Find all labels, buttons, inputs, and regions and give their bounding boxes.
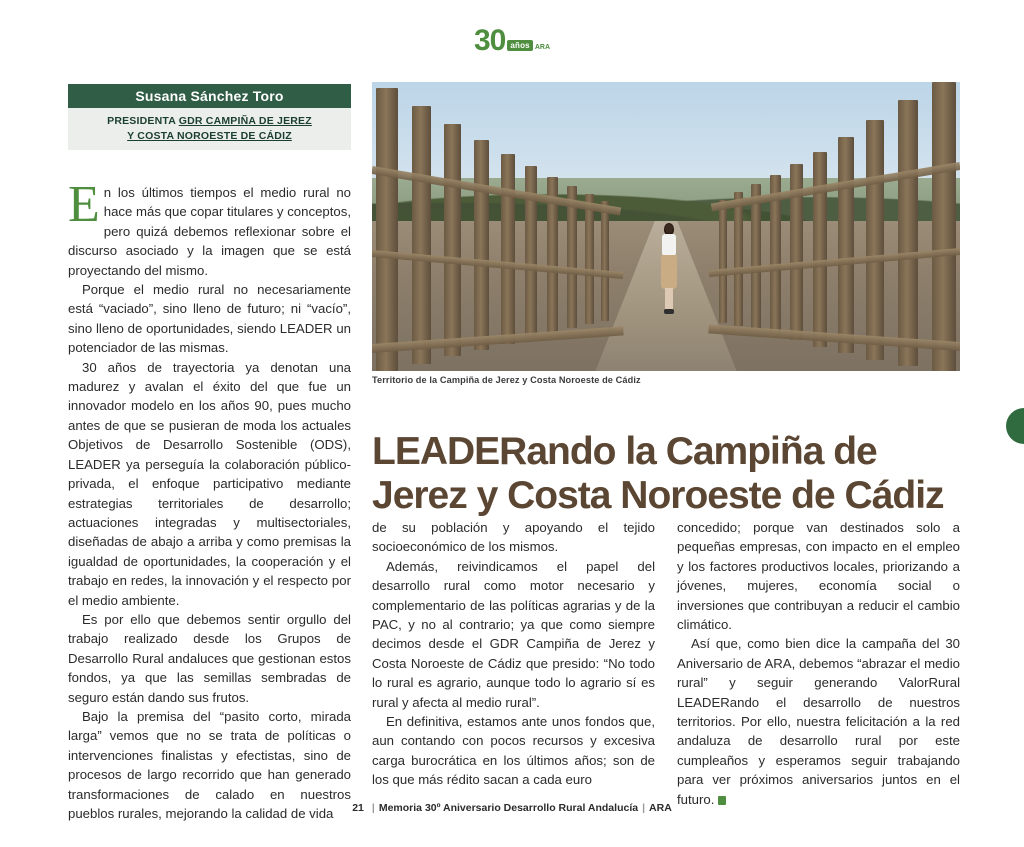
logo-badge: años xyxy=(507,40,532,51)
author-role-line1: GDR CAMPIÑA DE JEREZ xyxy=(178,115,312,127)
author-role xyxy=(68,108,351,150)
drop-cap: E xyxy=(68,176,100,233)
paragraph-7: Además, reivindicamos el papel del desarrollo rural como motor necesario y complementario de las políticas agrarias y de la PAC, y no al contrario; ya que como siempre decimos desde el GDR Campiña de Jerez y Costa Noroeste de Cádiz que presido: “No todo lo rural es agrario, aunque todo lo agrario sí es rural y afecta al medio rural”. xyxy=(372,558,655,710)
photo-right-railing xyxy=(707,82,960,371)
paragraph-8: En definitiva, estamos ante unos fondos que, aun contando con pocos recursos y excesiva carga burocrática en los últimos años; son de los que más rédito sacan a cada euro xyxy=(372,714,655,788)
article-headline: LEADERando la Campiña de Jerez y Costa Noroeste de Cádiz xyxy=(372,430,944,518)
paragraph-1-text: n los últimos tiempos el medio rural no hace más que copar titulares y conceptos, pero quizá debemos reflexionar sobre el discurso asociado y la imagen que se está proyectando del mismo. xyxy=(68,185,351,278)
footer-separator-2: | xyxy=(642,802,646,814)
paragraph-6: de su población y apoyando el tejido socioeconómico de los mismos. xyxy=(372,520,655,555)
paragraph-2: Porque el medio rural no necesariamente está “vaciado”, sino lleno de futuro; ni “vacío”, sino lleno de oportunidades, siendo LEADER un potenciador de las mismas. xyxy=(68,282,351,356)
logo-number: 30 xyxy=(473,24,506,57)
paragraph-1 xyxy=(68,176,351,280)
photo-person xyxy=(656,224,682,319)
photo-caption: Territorio de la Campiña de Jerez y Costa Noroeste de Cádiz xyxy=(372,375,641,385)
anniversary-logo xyxy=(0,24,1024,62)
article-middle-column xyxy=(372,518,655,790)
article-right-column xyxy=(677,518,960,809)
paragraph-10 xyxy=(677,634,960,809)
page-edge-tab xyxy=(1006,408,1024,444)
page-footer xyxy=(0,802,1024,814)
article-left-column xyxy=(68,176,351,823)
paragraph-5: Bajo la premisa del “pasito corto, mirada larga” vemos que no se trata de políticas o intervenciones finalistas y efectistas, sino de procesos de largo recorrido que han generado transformaciones de calado en nuestros pueblos rurales, mejorando la calidad de vida xyxy=(68,708,351,821)
photo-left-railing xyxy=(372,82,625,371)
footer-org: ARA xyxy=(649,802,672,814)
author-name: Susana Sánchez Toro xyxy=(68,84,351,108)
paragraph-4: Es por ello que debemos sentir orgullo del trabajo realizado desde los Grupos de Desarrollo Rural andaluces que gestionan estos fondos, ya que las semillas sembradas de seguro están dando sus frutos. xyxy=(68,611,351,705)
logo-subtext: ARA xyxy=(534,44,551,51)
paragraph-10-text: Así que, como bien dice la campaña del 30 Aniversario de ARA, debemos “abrazar el medio rural” y seguir generando ValorRural LEADERando el desarrollo de nuestros territorios. Por ello, nuestra felicitación a la red andaluza de desarrollo rural por este cumpleaños y esperamos seguir trabajando para ver próximos aniversarios juntos en el futuro. xyxy=(677,636,960,807)
paragraph-9: concedido; porque van destinados solo a pequeñas empresas, con impacto en el empleo y los factores productivos locales, priorizando a jóvenes, mujeres, economía social o inversiones que contribuyan a reducir el cambio climático. xyxy=(677,520,960,633)
article-photo xyxy=(372,82,960,371)
author-role-line2: Y COSTA NOROESTE DE CÁDIZ xyxy=(127,130,292,142)
author-role-prefix: PRESIDENTA xyxy=(107,115,176,127)
paragraph-3: 30 años de trayectoria ya denotan una madurez y avalan el éxito del que fue un innovador modelo en los años 90, pues mucho antes de que se pusieran de moda los actuales Objetivos de Desarrollo Sostenible (ODS), LEADER ya perseguía la colaboración público-privada, el enfoque participativo mediante estrategias territoriales de desarrollo; actuaciones integradas y multisectoriales, diseñadas de abajo a arriba y como premisas la igualdad de oportunidades, la cooperación y el trabajo en redes, la innovación y el respecto por el medio ambiente. xyxy=(68,359,351,608)
footer-title: Memoria 30º Aniversario Desarrollo Rural Andalucía xyxy=(378,802,639,814)
page-number: 21 xyxy=(352,802,364,814)
footer-separator-1: | xyxy=(371,802,375,814)
